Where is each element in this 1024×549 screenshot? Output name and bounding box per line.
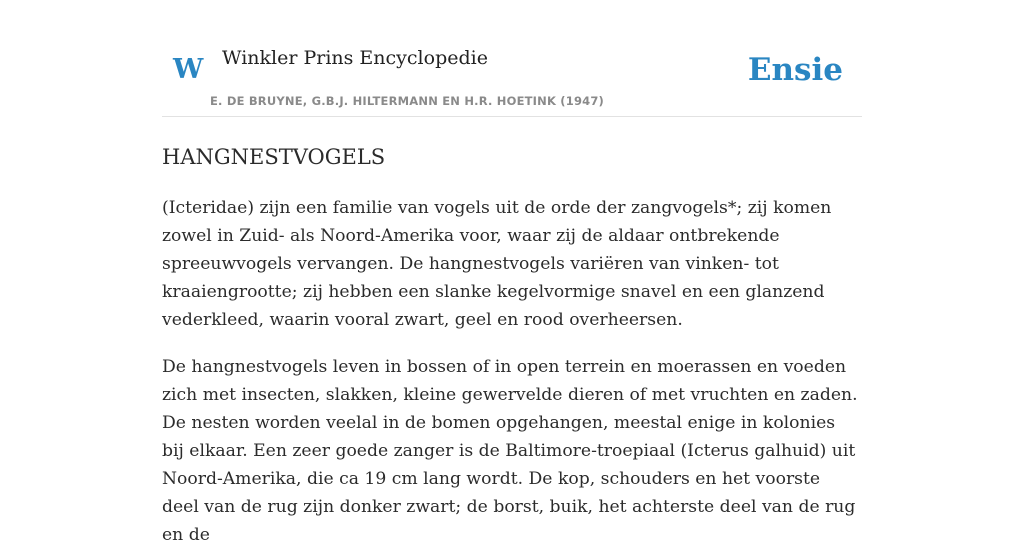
authors-line: E. DE BRUYNE, G.B.J. HILTERMANN EN H.R. HOETINK (1947) (210, 94, 605, 108)
logo-w[interactable]: W (173, 54, 204, 85)
publication-title[interactable]: Winkler Prins Encyclopedie (222, 47, 488, 69)
page (162, 0, 862, 549)
header (162, 0, 862, 117)
brand-logo[interactable]: Ensie (747, 52, 843, 88)
article-body (162, 194, 862, 549)
paragraph: (Icteridae) zijn een familie van vogels uit de orde der zangvogels*; zij komen zowel in Zuid- als Noord-Amerika voor, waar zij de aldaar ontbrekende spreeuwvogels vervangen. De hangnestvogels variëren van vinken- tot kraaiengrootte; zij hebben een slanke kegelvormige snavel en een glanzend vederkleed, waarin vooral zwart, geel en rood overheersen. (162, 198, 832, 330)
article-title: HANGNESTVOGELS (162, 145, 386, 169)
paragraph: De hangnestvogels leven in bossen of in open terrein en moerassen en voeden zich met insecten, slakken, kleine gewervelde dieren of met vruchten en zaden. De nesten worden veelal in de bomen opgehangen, meestal enige in kolonies bij elkaar. Een zeer goede zanger is de Baltimore-troepiaal (Icterus galhuid) uit Noord-Amerika, die ca 19 cm lang wordt. De kop, schouders en het voorste deel van de rug zijn donker zwart; de borst, buik, het achterste deel van de rug en de (162, 357, 858, 545)
